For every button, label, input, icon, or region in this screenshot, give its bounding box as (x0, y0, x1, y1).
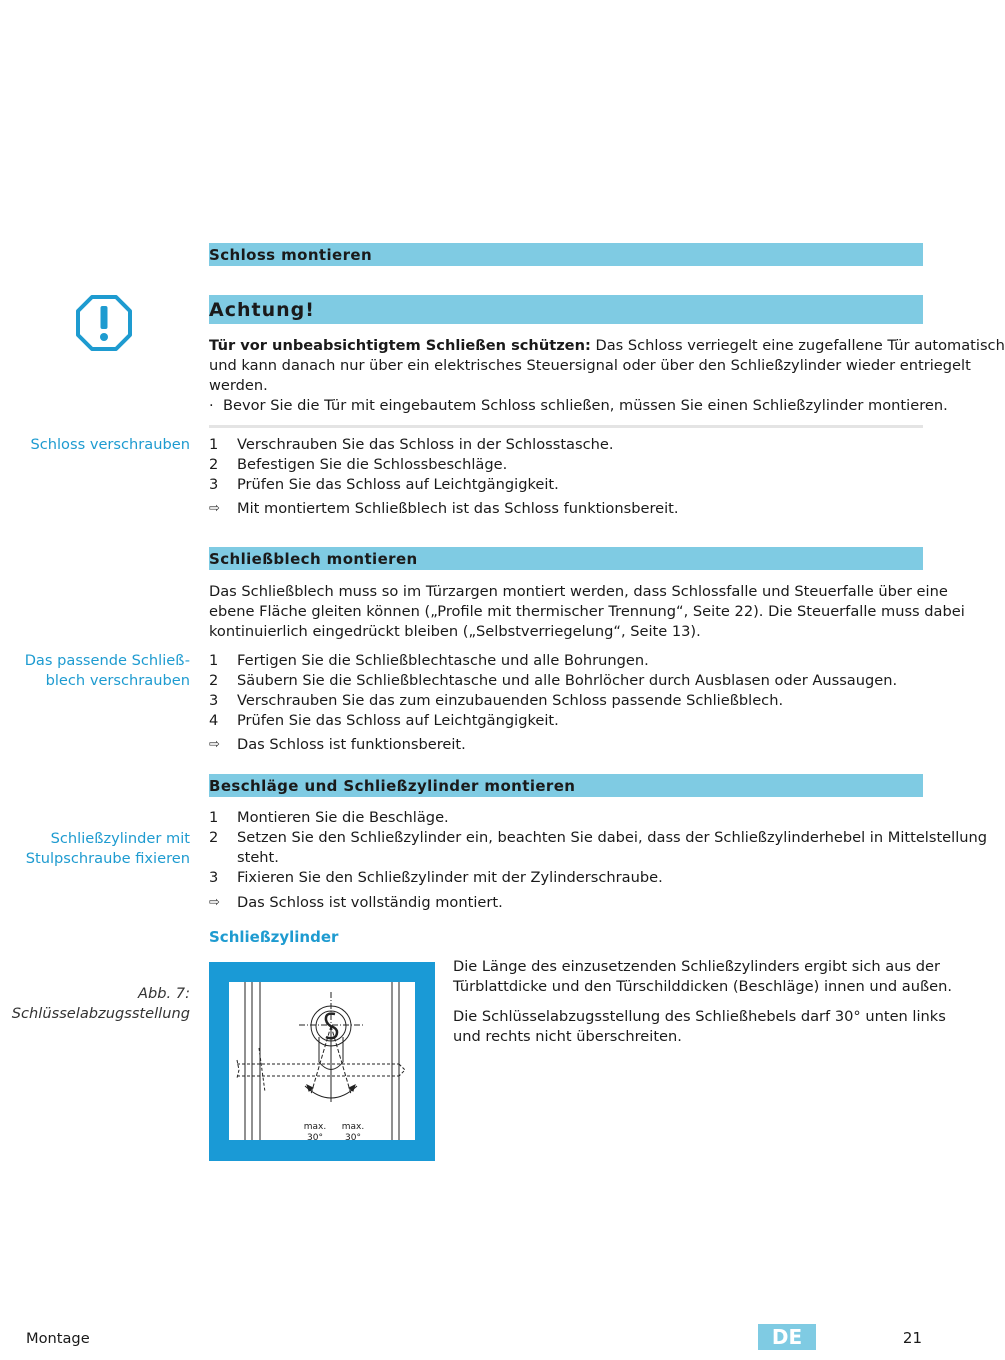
warning-bold-intro: Tür vor unbeabsichtigtem Schließen schützen: (209, 337, 591, 354)
step-number: 2 (209, 829, 219, 846)
figure-caption (12, 984, 190, 1024)
language-badge (758, 1324, 816, 1350)
step-text: Verschrauben Sie das Schloss in der Schlosstasche. (237, 436, 614, 453)
side-label-schloss-verschrauben: Schloss verschrauben (30, 436, 190, 453)
step-result: Mit montiertem Schließblech ist das Schloss funktionsbereit. (237, 500, 679, 517)
side-label-line: Stulpschraube fixieren (25, 850, 190, 867)
figure-description (453, 957, 953, 1047)
warning-line-2: und kann danach nur über ein elektrisches Steuersignal oder über den Schließzylinder wieder entriegelt (209, 357, 971, 374)
step-text: Prüfen Sie das Schloss auf Leichtgängigkeit. (237, 476, 559, 493)
section-heading-bar (209, 547, 923, 570)
figure-drawing-area (229, 982, 415, 1143)
step-number: 3 (209, 869, 219, 886)
step-result: Das Schloss ist funktionsbereit. (237, 736, 466, 753)
paragraph-line: ebene Fläche gleiten können („Profile mit thermischer Trennung“, Seite 22). Die Steuerfalle muss dabei (209, 603, 965, 620)
step-text: Prüfen Sie das Schloss auf Leichtgängigkeit. (237, 712, 559, 729)
step-number: 4 (209, 712, 219, 729)
warning-divider (209, 425, 923, 428)
warning-text (209, 336, 1005, 416)
warning-bullet (209, 396, 948, 416)
result-arrow-icon: ⇨ (209, 895, 220, 910)
lock-cylinder-drawing (229, 982, 415, 1140)
caption-line: Abb. 7: (138, 985, 190, 1002)
step-text: Fixieren Sie den Schließzylinder mit der Zylinderschraube. (237, 869, 663, 886)
page-number: 21 (902, 1329, 922, 1347)
angle-label-value: 30° (345, 1133, 361, 1143)
section-heading: Schloss montieren (209, 246, 373, 264)
step-number: 2 (209, 672, 219, 689)
warning-line-1 (209, 336, 1005, 356)
step-text: Montieren Sie die Beschläge. (237, 809, 449, 826)
step-text: Verschrauben Sie das zum einzubauenden Schloss passende Schließblech. (237, 692, 784, 709)
side-label-line: blech verschrauben (45, 672, 190, 689)
section-heading-bar (209, 243, 923, 266)
paragraph-line: Türblattdicke und den Türschilddicken (Beschläge) innen und außen. (453, 978, 953, 995)
warning-title-bar (209, 295, 923, 324)
step-text: Fertigen Sie die Schließblechtasche und alle Bohrungen. (237, 652, 649, 669)
step-result: Das Schloss ist vollständig montiert. (237, 894, 503, 911)
paragraph-line: kontinuierlich eingedrückt bleiben („Selbstverriegelung“, Seite 13). (209, 623, 701, 640)
side-label-line: Das passende Schließ- (24, 652, 190, 669)
angle-label-value: 30° (307, 1133, 323, 1143)
subsection-heading: Schließzylinder (209, 928, 339, 946)
angle-label-right (337, 1122, 369, 1144)
section-heading-bar (209, 774, 923, 797)
footer-chapter: Montage (26, 1330, 90, 1347)
step-text (237, 828, 988, 868)
angle-label-text: max. (303, 1122, 327, 1132)
caption-line: Schlüsselabzugsstellung (11, 1005, 190, 1022)
bullet-marker: · (209, 397, 214, 414)
step-number: 2 (209, 456, 219, 473)
side-label-schliesszylinder (26, 829, 190, 869)
language-badge-label: DE (771, 1325, 803, 1349)
paragraph-line: Die Länge des einzusetzenden Schließzylinders ergibt sich aus der (453, 958, 940, 975)
angle-label-left (301, 1122, 329, 1144)
result-arrow-icon: ⇨ (209, 737, 220, 752)
warning-line-3: werden. (209, 377, 268, 394)
section-heading: Schließblech montieren (209, 550, 418, 568)
figure-schluesselabzugsstellung (209, 962, 435, 1161)
section-heading: Beschläge und Schließzylinder montieren (209, 777, 576, 795)
step-number: 1 (209, 809, 219, 826)
angle-label-text: max. (341, 1122, 365, 1132)
step-number: 1 (209, 436, 219, 453)
step-text-line: Setzen Sie den Schließzylinder ein, beachten Sie dabei, dass der Schließzylinderhebel in Mittelstellung (237, 829, 988, 846)
step-text: Säubern Sie die Schließblechtasche und alle Bohrlöcher durch Ausblasen oder Aussaugen. (237, 672, 898, 689)
warning-octagon-icon (75, 294, 133, 352)
warning-title: Achtung! (209, 299, 315, 321)
step-number: 3 (209, 476, 219, 493)
side-label-line: Schließzylinder mit (50, 830, 190, 847)
bullet-text: Bevor Sie die Tür mit eingebautem Schloss schließen, müssen Sie einen Schließzylinder montieren. (223, 397, 948, 414)
step-number: 1 (209, 652, 219, 669)
paragraph-line: und rechts nicht überschreiten. (453, 1028, 682, 1045)
step-text-line: steht. (237, 849, 279, 866)
step-number: 3 (209, 692, 219, 709)
result-arrow-icon: ⇨ (209, 501, 220, 516)
section-paragraph (209, 582, 965, 642)
step-text: Befestigen Sie die Schlossbeschläge. (237, 456, 508, 473)
paragraph-line: Das Schließblech muss so im Türzargen montiert werden, dass Schlossfalle und Steuerfalle über eine (209, 583, 948, 600)
warning-line-1-rest: Das Schloss verriegelt eine zugefallene Tür automatisch (590, 337, 1005, 354)
side-label-schliessblech (25, 651, 190, 691)
paragraph-line: Die Schlüsselabzugsstellung des Schließhebels darf 30° unten links (453, 1008, 946, 1025)
